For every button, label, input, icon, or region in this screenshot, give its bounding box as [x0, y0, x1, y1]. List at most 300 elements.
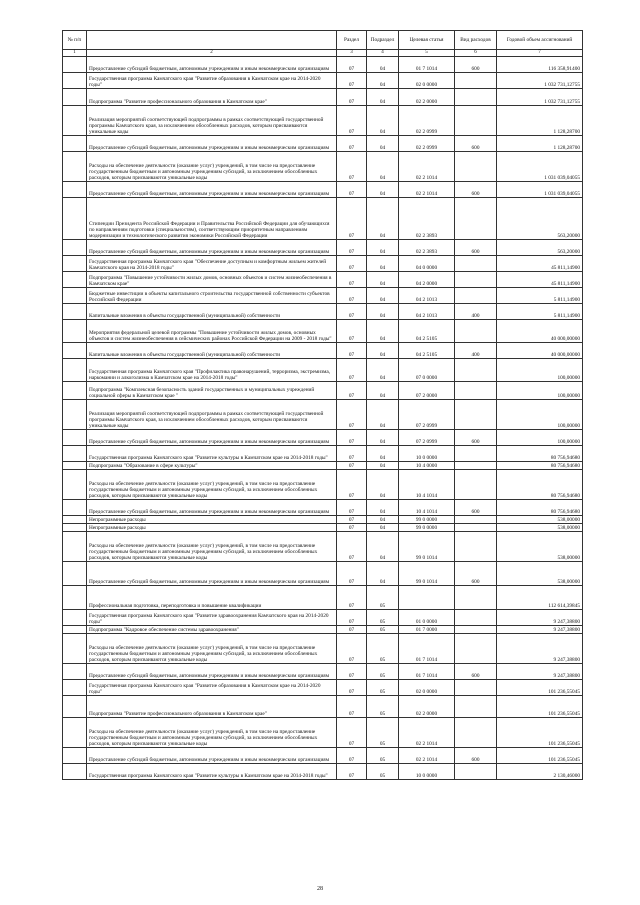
row-sum-cell: 100,00000	[497, 382, 583, 400]
table-row	[63, 136, 583, 152]
row-razdel-cell: 07	[337, 430, 367, 446]
row-vr-cell	[455, 462, 497, 470]
row-csr-cell: 02 2 3893	[399, 198, 455, 240]
table-row	[63, 198, 583, 240]
row-vr-cell: 600	[455, 240, 497, 256]
row-index-cell	[63, 532, 87, 562]
row-podrazdel-cell: 04	[367, 182, 399, 198]
row-vr-cell	[455, 106, 497, 136]
row-vr-cell: 600	[455, 664, 497, 680]
row-razdel-cell: 07	[337, 304, 367, 320]
row-sum-cell: 101 236,55045	[497, 718, 583, 748]
row-index-cell	[63, 748, 87, 764]
row-index-cell	[63, 696, 87, 718]
table-row	[63, 696, 583, 718]
row-name-cell: Подпрограмма "Развитие профессионального образования в Камчатском крае"	[87, 696, 337, 718]
row-sum-cell: 2 130,46000	[497, 764, 583, 780]
row-razdel-cell: 07	[337, 470, 367, 500]
table-row	[63, 562, 583, 586]
row-vr-cell	[455, 626, 497, 634]
column-number: 5	[399, 50, 455, 57]
row-index-cell	[63, 106, 87, 136]
row-index-cell	[63, 430, 87, 446]
row-podrazdel-cell: 04	[367, 500, 399, 516]
row-index-cell	[63, 462, 87, 470]
row-podrazdel-cell: 04	[367, 359, 399, 382]
row-csr-cell: 02 2 3893	[399, 240, 455, 256]
row-name-cell: Предоставление субсидий бюджетным, автономным учреждениям и иным некоммерческим организациям	[87, 240, 337, 256]
table-row	[63, 304, 583, 320]
row-sum-cell: 100,00000	[497, 400, 583, 430]
row-razdel-cell: 07	[337, 288, 367, 304]
row-podrazdel-cell: 04	[367, 73, 399, 89]
table-row	[63, 634, 583, 664]
row-razdel-cell: 07	[337, 106, 367, 136]
row-csr-cell: 99 0 1014	[399, 562, 455, 586]
row-podrazdel-cell: 04	[367, 462, 399, 470]
row-index-cell	[63, 89, 87, 106]
row-podrazdel-cell: 04	[367, 57, 399, 73]
row-razdel-cell: 07	[337, 359, 367, 382]
row-csr-cell: 07 2 0999	[399, 430, 455, 446]
row-sum-cell: 9 247,38800	[497, 610, 583, 626]
row-razdel-cell: 07	[337, 382, 367, 400]
table-row	[63, 57, 583, 73]
row-podrazdel-cell: 04	[367, 400, 399, 430]
row-sum-cell: 1 128,28700	[497, 106, 583, 136]
row-csr-cell	[399, 586, 455, 610]
row-vr-cell	[455, 382, 497, 400]
row-sum-cell: 9 247,38800	[497, 634, 583, 664]
row-csr-cell: 07 2 0000	[399, 382, 455, 400]
row-name-cell: Государственная программа Камчатского края "Профилактика правонарушений, терроризма, экстремизма, наркомании и алкоголизма в Камчатском крае на 2014-2018 годы"	[87, 359, 337, 382]
row-podrazdel-cell: 04	[367, 446, 399, 462]
row-sum-cell: 5 811,14900	[497, 304, 583, 320]
row-sum-cell: 40 000,00000	[497, 343, 583, 359]
row-vr-cell: 600	[455, 562, 497, 586]
row-vr-cell	[455, 89, 497, 106]
row-csr-cell: 04 2 5105	[399, 320, 455, 343]
row-sum-cell: 45 811,14900	[497, 256, 583, 272]
row-name-cell: Бюджетные инвестиции в объекты капитального строительства государственной собственности субъектов Российской Федерации	[87, 288, 337, 304]
row-csr-cell: 04 2 1013	[399, 304, 455, 320]
row-vr-cell: 600	[455, 182, 497, 198]
row-csr-cell: 02 0 0000	[399, 680, 455, 696]
row-razdel-cell: 07	[337, 500, 367, 516]
row-sum-cell: 538,00000	[497, 532, 583, 562]
table-row	[63, 343, 583, 359]
row-index-cell	[63, 634, 87, 664]
row-sum-cell: 80 756,94680	[497, 470, 583, 500]
table-row	[63, 626, 583, 634]
table-row	[63, 610, 583, 626]
row-sum-cell: 9 247,38800	[497, 664, 583, 680]
row-podrazdel-cell: 04	[367, 470, 399, 500]
row-sum-cell: 1 032 731,12755	[497, 73, 583, 89]
row-index-cell	[63, 680, 87, 696]
table-row	[63, 382, 583, 400]
row-csr-cell: 04 2 5105	[399, 343, 455, 359]
header-csr: Целевая статья	[399, 31, 455, 50]
row-index-cell	[63, 764, 87, 780]
row-razdel-cell: 07	[337, 764, 367, 780]
row-podrazdel-cell: 04	[367, 562, 399, 586]
row-name-cell: Расходы на обеспечение деятельности (оказание услуг) учреждений, в том числе на предоставление государственным бюджетным и автономным учреждениям субсидий, за исключением обособленных расходов, которым присваиваются уникальные коды	[87, 718, 337, 748]
row-vr-cell	[455, 256, 497, 272]
row-index-cell	[63, 382, 87, 400]
row-vr-cell	[455, 718, 497, 748]
row-podrazdel-cell: 04	[367, 272, 399, 288]
row-index-cell	[63, 664, 87, 680]
row-name-cell: Капитальные вложения в объекты государственной (муниципальной) собственности	[87, 343, 337, 359]
row-sum-cell: 101 236,55045	[497, 680, 583, 696]
row-index-cell	[63, 182, 87, 198]
table-row	[63, 256, 583, 272]
row-vr-cell	[455, 320, 497, 343]
row-vr-cell: 600	[455, 748, 497, 764]
row-podrazdel-cell: 04	[367, 382, 399, 400]
table-row	[63, 240, 583, 256]
row-vr-cell	[455, 516, 497, 524]
row-vr-cell	[455, 272, 497, 288]
row-podrazdel-cell: 04	[367, 240, 399, 256]
row-index-cell	[63, 272, 87, 288]
header-razdel: Раздел	[337, 31, 367, 50]
row-name-cell: Предоставление субсидий бюджетным, автономным учреждениям и иным некоммерческим организациям	[87, 664, 337, 680]
row-sum-cell: 101 236,55045	[497, 748, 583, 764]
header-vr: Вид расходов	[455, 31, 497, 50]
row-podrazdel-cell: 05	[367, 718, 399, 748]
table-row	[63, 320, 583, 343]
row-csr-cell: 02 2 1014	[399, 748, 455, 764]
row-sum-cell: 538,00000	[497, 562, 583, 586]
row-razdel-cell: 07	[337, 73, 367, 89]
row-csr-cell: 02 2 1014	[399, 182, 455, 198]
row-name-cell: Подпрограмма "Повышение устойчивости жилых домов, основных объектов и систем жизнеобеспечения в Камчатском крае"	[87, 272, 337, 288]
table-row	[63, 680, 583, 696]
row-sum-cell: 9 247,38800	[497, 626, 583, 634]
page-number: 28	[317, 886, 323, 892]
row-vr-cell	[455, 288, 497, 304]
row-vr-cell: 600	[455, 430, 497, 446]
row-vr-cell	[455, 470, 497, 500]
row-sum-cell: 563,20000	[497, 240, 583, 256]
row-csr-cell: 01 7 1014	[399, 664, 455, 680]
row-name-cell: Государственная программа Камчатского края "Развитие культуры в Камчатском крае на 2014-2018 годы"	[87, 764, 337, 780]
row-vr-cell: 600	[455, 136, 497, 152]
row-vr-cell	[455, 73, 497, 89]
row-podrazdel-cell: 04	[367, 516, 399, 524]
row-csr-cell: 10 4 1014	[399, 500, 455, 516]
row-csr-cell: 01 7 0000	[399, 626, 455, 634]
row-vr-cell	[455, 532, 497, 562]
row-podrazdel-cell: 04	[367, 288, 399, 304]
row-name-cell: Непрограммные расходы	[87, 516, 337, 524]
row-sum-cell: 538,00000	[497, 524, 583, 532]
table-row	[63, 182, 583, 198]
table-row	[63, 532, 583, 562]
row-razdel-cell: 07	[337, 626, 367, 634]
row-index-cell	[63, 304, 87, 320]
row-sum-cell: 112 614,39845	[497, 586, 583, 610]
row-razdel-cell: 07	[337, 634, 367, 664]
row-index-cell	[63, 400, 87, 430]
row-index-cell	[63, 718, 87, 748]
row-name-cell: Расходы на обеспечение деятельности (оказание услуг) учреждений, в том числе на предоставление государственным бюджетным и автономным учреждениям субсидий, за исключением обособленных расходов, которым присваиваются уникальные коды	[87, 152, 337, 182]
row-csr-cell: 02 2 0999	[399, 136, 455, 152]
row-razdel-cell: 07	[337, 748, 367, 764]
row-csr-cell: 10 0 0000	[399, 764, 455, 780]
row-vr-cell	[455, 359, 497, 382]
row-vr-cell: 400	[455, 343, 497, 359]
row-podrazdel-cell: 04	[367, 532, 399, 562]
row-csr-cell: 07 0 0000	[399, 359, 455, 382]
row-podrazdel-cell: 04	[367, 320, 399, 343]
row-podrazdel-cell: 04	[367, 430, 399, 446]
row-name-cell: Государственная программа Камчатского края "Развитие здравоохранения Камчатского края на 2014-2020 годы"	[87, 610, 337, 626]
row-razdel-cell: 07	[337, 400, 367, 430]
row-name-cell: Профессиональная подготовка, переподготовка и повышение квалификации	[87, 586, 337, 610]
row-razdel-cell: 07	[337, 272, 367, 288]
row-name-cell: Мероприятия федеральной целевой программы "Повышение устойчивости жилых домов, основных объектов и систем жизнеобеспечения в сейсмических районах Российской Федерации на 2009 - 2018 годы"	[87, 320, 337, 343]
row-razdel-cell: 07	[337, 182, 367, 198]
row-csr-cell: 02 2 1014	[399, 718, 455, 748]
row-index-cell	[63, 320, 87, 343]
table-row	[63, 586, 583, 610]
row-podrazdel-cell: 05	[367, 664, 399, 680]
row-sum-cell: 5 811,14900	[497, 288, 583, 304]
column-number: 3	[337, 50, 367, 57]
row-vr-cell: 400	[455, 304, 497, 320]
row-vr-cell	[455, 680, 497, 696]
row-razdel-cell: 07	[337, 718, 367, 748]
table-row	[63, 524, 583, 532]
row-name-cell: Государственная программа Камчатского края "Развитие образования в Камчатском крае на 2014-2020 годы"	[87, 680, 337, 696]
row-razdel-cell: 07	[337, 696, 367, 718]
row-index-cell	[63, 198, 87, 240]
column-number: 7	[497, 50, 583, 57]
table-row	[63, 500, 583, 516]
row-vr-cell	[455, 152, 497, 182]
row-razdel-cell: 07	[337, 610, 367, 626]
row-vr-cell	[455, 446, 497, 462]
row-podrazdel-cell: 04	[367, 304, 399, 320]
table-row	[63, 718, 583, 748]
row-index-cell	[63, 136, 87, 152]
table-row	[63, 359, 583, 382]
row-index-cell	[63, 73, 87, 89]
row-index-cell	[63, 256, 87, 272]
row-vr-cell	[455, 586, 497, 610]
column-number: 6	[455, 50, 497, 57]
table-row	[63, 470, 583, 500]
row-name-cell: Предоставление субсидий бюджетным, автономным учреждениям и иным некоммерческим организациям	[87, 182, 337, 198]
row-razdel-cell: 07	[337, 532, 367, 562]
row-csr-cell: 02 0 0000	[399, 73, 455, 89]
table-row	[63, 288, 583, 304]
column-number: 4	[367, 50, 399, 57]
row-vr-cell	[455, 764, 497, 780]
table-row	[63, 764, 583, 780]
row-podrazdel-cell: 04	[367, 343, 399, 359]
table-row	[63, 748, 583, 764]
row-sum-cell: 80 756,94680	[497, 446, 583, 462]
row-podrazdel-cell: 04	[367, 136, 399, 152]
row-csr-cell: 07 2 0999	[399, 400, 455, 430]
row-csr-cell: 04 2 1013	[399, 288, 455, 304]
row-name-cell: Расходы на обеспечение деятельности (оказание услуг) учреждений, в том числе на предоставление государственным бюджетным и автономным учреждениям субсидий, за исключением обособленных расходов, которым присваиваются уникальные коды	[87, 470, 337, 500]
row-csr-cell: 02 2 1014	[399, 152, 455, 182]
header-num: № п/п	[63, 31, 87, 50]
row-name-cell: Предоставление субсидий бюджетным, автономным учреждениям и иным некоммерческим организациям	[87, 500, 337, 516]
row-name-cell: Реализация мероприятий соответствующей подпрограммы в рамках соответствующей государственной программы Камчатского края, за исключением обособленных расходов, которым присваиваются уникальные коды	[87, 400, 337, 430]
row-name-cell: Непрограммные расходы	[87, 524, 337, 532]
row-podrazdel-cell: 05	[367, 764, 399, 780]
row-vr-cell	[455, 696, 497, 718]
row-podrazdel-cell: 05	[367, 696, 399, 718]
row-index-cell	[63, 57, 87, 73]
row-name-cell: Предоставление субсидий бюджетным, автономным учреждениям и иным некоммерческим организациям	[87, 430, 337, 446]
row-csr-cell: 04 0 0000	[399, 256, 455, 272]
row-name-cell: Предоставление субсидий бюджетным, автономным учреждениям и иным некоммерческим организациям	[87, 136, 337, 152]
row-podrazdel-cell: 05	[367, 748, 399, 764]
row-podrazdel-cell: 04	[367, 152, 399, 182]
row-sum-cell: 1 032 731,12755	[497, 89, 583, 106]
table-row	[63, 106, 583, 136]
row-index-cell	[63, 288, 87, 304]
row-vr-cell	[455, 198, 497, 240]
row-index-cell	[63, 470, 87, 500]
table-row	[63, 516, 583, 524]
row-vr-cell	[455, 610, 497, 626]
row-csr-cell: 02 2 0999	[399, 106, 455, 136]
row-name-cell: Предоставление субсидий бюджетным, автономным учреждениям и иным некоммерческим организациям	[87, 748, 337, 764]
row-vr-cell	[455, 524, 497, 532]
row-sum-cell: 563,20000	[497, 198, 583, 240]
table-row	[63, 400, 583, 430]
table-row	[63, 152, 583, 182]
column-number-row	[63, 50, 583, 57]
row-podrazdel-cell: 05	[367, 610, 399, 626]
row-name-cell: Подпрограмма "Кадровое обеспечение системы здравоохранения"	[87, 626, 337, 634]
row-razdel-cell: 07	[337, 664, 367, 680]
row-sum-cell: 1 128,28700	[497, 136, 583, 152]
row-sum-cell: 100,00000	[497, 430, 583, 446]
row-index-cell	[63, 240, 87, 256]
header-podrazdel: Подраздел	[367, 31, 399, 50]
row-name-cell: Подпрограмма "Комплексная безопасность зданий государственных и муниципальных учреждений социальной сферы в Камчатском крае "	[87, 382, 337, 400]
table-header-row	[63, 31, 583, 50]
table-row	[63, 89, 583, 106]
table-row	[63, 430, 583, 446]
row-podrazdel-cell: 05	[367, 586, 399, 610]
row-razdel-cell: 07	[337, 57, 367, 73]
row-name-cell: Государственная программа Камчатского края "Обеспечение доступным и комфортным жильем жителей Камчатского края на 2014-2018 годы"	[87, 256, 337, 272]
row-razdel-cell: 07	[337, 198, 367, 240]
row-name-cell: Расходы на обеспечение деятельности (оказание услуг) учреждений, в том числе на предоставление государственным бюджетным и автономным учреждениям субсидий, за исключением обособленных расходов, которым присваиваются уникальные коды	[87, 532, 337, 562]
row-sum-cell: 538,00000	[497, 516, 583, 524]
row-csr-cell: 01 0 0000	[399, 610, 455, 626]
header-name	[87, 31, 337, 50]
row-csr-cell: 10 4 1014	[399, 470, 455, 500]
row-sum-cell: 45 811,14900	[497, 272, 583, 288]
row-index-cell	[63, 524, 87, 532]
row-index-cell	[63, 446, 87, 462]
row-vr-cell	[455, 400, 497, 430]
row-index-cell	[63, 500, 87, 516]
budget-table	[62, 30, 583, 780]
row-sum-cell: 80 756,94680	[497, 500, 583, 516]
row-podrazdel-cell: 04	[367, 256, 399, 272]
row-razdel-cell: 07	[337, 136, 367, 152]
row-razdel-cell: 07	[337, 343, 367, 359]
row-name-cell: Предоставление субсидий бюджетным, автономным учреждениям и иным некоммерческим организациям	[87, 562, 337, 586]
row-csr-cell: 10 4 0000	[399, 462, 455, 470]
row-index-cell	[63, 343, 87, 359]
row-csr-cell: 01 7 1014	[399, 634, 455, 664]
row-csr-cell: 01 7 1014	[399, 57, 455, 73]
row-index-cell	[63, 626, 87, 634]
row-podrazdel-cell: 04	[367, 198, 399, 240]
row-sum-cell: 116 358,91400	[497, 57, 583, 73]
row-sum-cell: 40 000,00000	[497, 320, 583, 343]
row-csr-cell: 99 0 0000	[399, 524, 455, 532]
row-name-cell: Расходы на обеспечение деятельности (оказание услуг) учреждений, в том числе на предоставление государственным бюджетным и автономным учреждениям субсидий, за исключением обособленных расходов, которым присваиваются уникальные коды	[87, 634, 337, 664]
row-index-cell	[63, 586, 87, 610]
row-vr-cell	[455, 634, 497, 664]
row-name-cell: Предоставление субсидий бюджетным, автономным учреждениям и иным некоммерческим организациям	[87, 57, 337, 73]
row-name-cell: Подпрограмма "Образование в сфере культуры"	[87, 462, 337, 470]
table-row	[63, 272, 583, 288]
row-razdel-cell: 07	[337, 320, 367, 343]
row-index-cell	[63, 610, 87, 626]
row-index-cell	[63, 152, 87, 182]
row-razdel-cell: 07	[337, 240, 367, 256]
row-csr-cell: 10 0 0000	[399, 446, 455, 462]
row-razdel-cell: 07	[337, 586, 367, 610]
row-podrazdel-cell: 05	[367, 626, 399, 634]
row-sum-cell: 1 031 039,04055	[497, 182, 583, 198]
header-sum: Годовой объем ассигнований	[497, 31, 583, 50]
column-number: 2	[87, 50, 337, 57]
row-sum-cell: 1 031 039,04055	[497, 152, 583, 182]
column-number: 1	[63, 50, 87, 57]
row-sum-cell: 101 236,55045	[497, 696, 583, 718]
row-sum-cell: 80 756,94680	[497, 462, 583, 470]
row-vr-cell: 600	[455, 57, 497, 73]
row-razdel-cell: 07	[337, 446, 367, 462]
row-csr-cell: 99 0 1014	[399, 532, 455, 562]
table-body	[63, 57, 583, 780]
row-razdel-cell: 07	[337, 152, 367, 182]
row-razdel-cell: 07	[337, 524, 367, 532]
table-row	[63, 446, 583, 462]
row-csr-cell: 99 0 0000	[399, 516, 455, 524]
table-row	[63, 73, 583, 89]
row-name-cell: Подпрограмма "Развитие профессионального образования в Камчатском крае"	[87, 89, 337, 106]
row-csr-cell: 02 2 0000	[399, 696, 455, 718]
row-podrazdel-cell: 04	[367, 524, 399, 532]
row-razdel-cell: 07	[337, 462, 367, 470]
document-page	[62, 30, 582, 780]
row-podrazdel-cell: 05	[367, 680, 399, 696]
row-podrazdel-cell: 04	[367, 89, 399, 106]
row-razdel-cell: 07	[337, 89, 367, 106]
row-index-cell	[63, 359, 87, 382]
row-csr-cell: 04 2 0000	[399, 272, 455, 288]
row-razdel-cell: 07	[337, 256, 367, 272]
row-name-cell: Капитальные вложения в объекты государственной (муниципальной) собственности	[87, 304, 337, 320]
